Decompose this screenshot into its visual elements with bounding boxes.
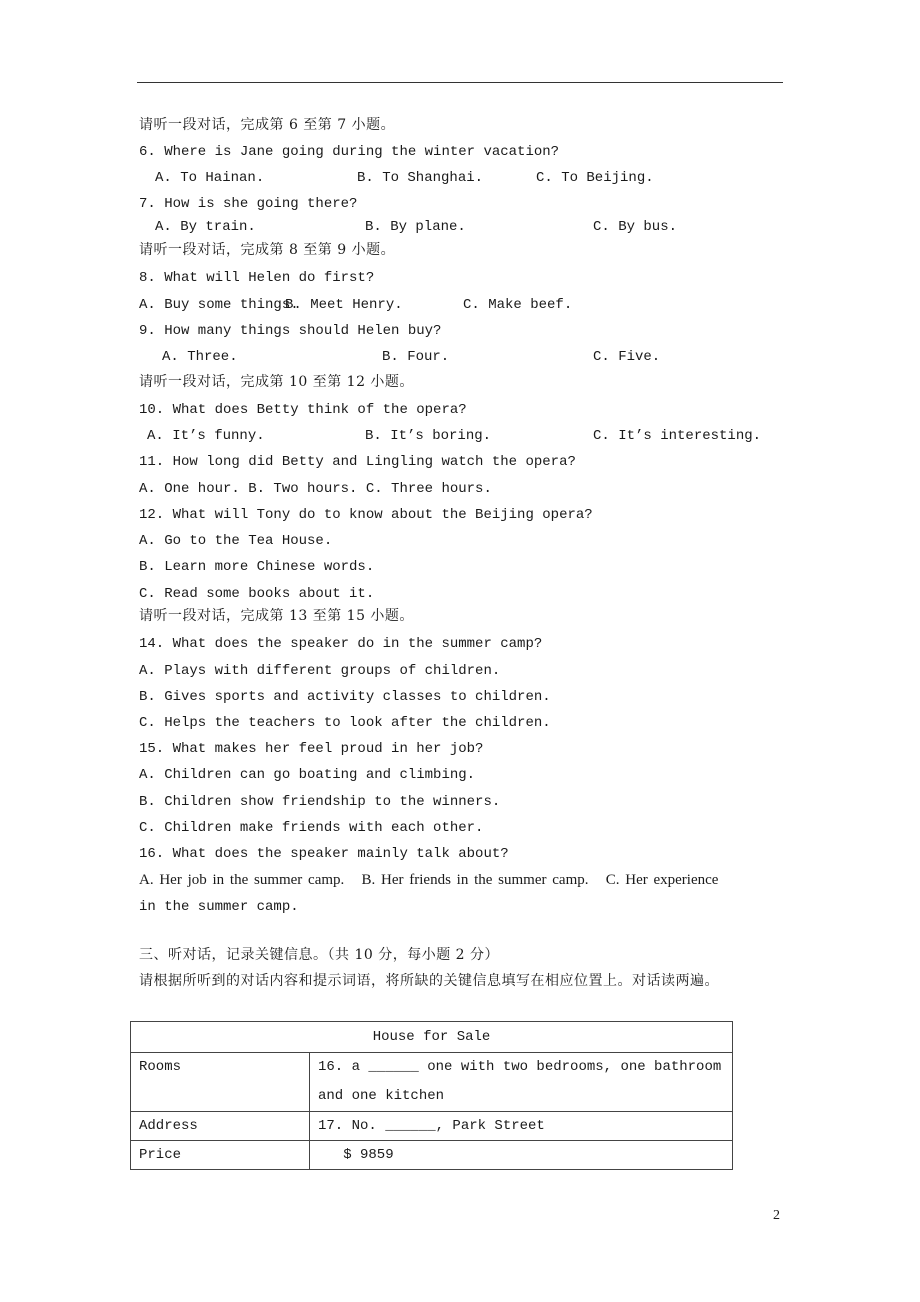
q9-option-c: C. Five.	[593, 349, 661, 365]
question-11: 11. How long did Betty and Lingling watch the opera?	[139, 454, 576, 470]
q8-option-c: C. Make beef.	[463, 297, 573, 313]
part3-title: 三、听对话，记录关键信息。（共 10 分，每小题 2 分）	[139, 947, 500, 963]
q7-option-a: A. By train.	[155, 219, 256, 235]
q15-option-b: B. Children show friendship to the winners.	[139, 794, 501, 810]
q16-options: A. Her job in the summer camp. B. Her friends in the summer camp. C. Her experience	[139, 872, 719, 888]
q6-option-a: A. To Hainan.	[155, 170, 265, 186]
table-row	[131, 1053, 733, 1112]
q12-option-b: B. Learn more Chinese words.	[139, 559, 375, 575]
q10-option-a: A. It’s funny.	[147, 428, 265, 444]
question-8: 8. What will Helen do first?	[139, 270, 375, 286]
q9-option-b: B. Four.	[382, 349, 450, 365]
q7-option-c: C. By bus.	[593, 219, 678, 235]
section-intro: 请听一段对话，完成第 8 至第 9 小题。	[139, 242, 396, 258]
row-label: Rooms	[131, 1053, 310, 1112]
q6-option-c: C. To Beijing.	[536, 170, 654, 186]
q7-option-b: B. By plane.	[365, 219, 466, 235]
row-value: $ 9859	[310, 1141, 733, 1170]
question-7: 7. How is she going there?	[139, 196, 358, 212]
section-intro: 请听一段对话，完成第 6 至第 7 小题。	[139, 117, 396, 133]
q14-option-a: A. Plays with different groups of children.	[139, 663, 501, 679]
q12-option-c: C. Read some books about it.	[139, 586, 375, 602]
q10-option-b: B. It’s boring.	[365, 428, 492, 444]
question-15: 15. What makes her feel proud in her job?	[139, 741, 484, 757]
page-number: 2	[773, 1208, 780, 1223]
row-label: Price	[131, 1141, 310, 1170]
table-row	[131, 1141, 733, 1170]
q14-option-b: B. Gives sports and activity classes to children.	[139, 689, 551, 705]
row-value: 16. a ______ one with two bedrooms, one bathroom and one kitchen	[310, 1053, 733, 1112]
table-header: House for Sale	[131, 1022, 733, 1053]
house-for-sale-table	[130, 1021, 733, 1170]
question-16: 16. What does the speaker mainly talk about?	[139, 846, 509, 862]
q16-options-cont: in the summer camp.	[139, 899, 299, 915]
section-intro: 请听一段对话，完成第 10 至第 12 小题。	[139, 374, 414, 390]
row-value: 17. No. ______, Park Street	[310, 1112, 733, 1141]
part3-instructions: 请根据所听到的对话内容和提示词语，将所缺的关键信息填写在相应位置上。对话读两遍。	[139, 973, 719, 989]
q9-option-a: A. Three.	[162, 349, 238, 365]
q6-option-b: B. To Shanghai.	[357, 170, 484, 186]
q8-option-b: B. Meet Henry.	[285, 297, 403, 313]
table-row	[131, 1112, 733, 1141]
q8-option-a: A. Buy some things.	[139, 297, 299, 313]
q10-option-c: C. It’s interesting.	[593, 428, 762, 444]
question-10: 10. What does Betty think of the opera?	[139, 402, 467, 418]
section-intro: 请听一段对话，完成第 13 至第 15 小题。	[139, 608, 414, 624]
question-6: 6. Where is Jane going during the winter vacation?	[139, 144, 560, 160]
q12-option-a: A. Go to the Tea House.	[139, 533, 333, 549]
q15-option-a: A. Children can go boating and climbing.	[139, 767, 476, 783]
q15-option-c: C. Children make friends with each other.	[139, 820, 484, 836]
question-12: 12. What will Tony do to know about the Beijing opera?	[139, 507, 593, 523]
row-label: Address	[131, 1112, 310, 1141]
question-9: 9. How many things should Helen buy?	[139, 323, 442, 339]
question-14: 14. What does the speaker do in the summer camp?	[139, 636, 543, 652]
q14-option-c: C. Helps the teachers to look after the children.	[139, 715, 551, 731]
q11-options: A. One hour. B. Two hours. C. Three hours.	[139, 481, 492, 497]
header-rule	[137, 82, 783, 83]
